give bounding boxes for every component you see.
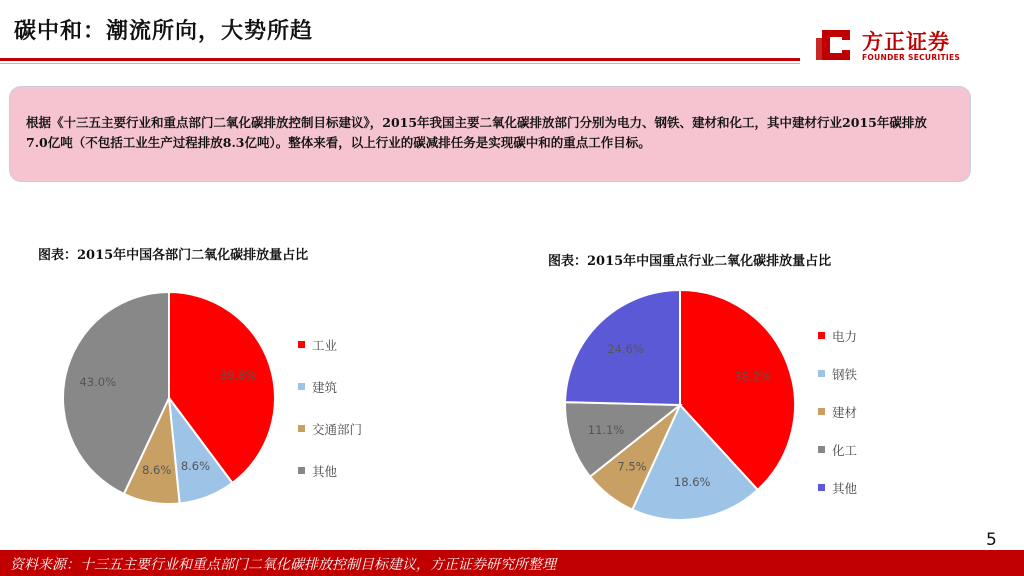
chart-1-legend-swatch-3 [298, 467, 305, 474]
chart-2-legend-label-2: 建材 [832, 405, 858, 420]
chart-1-legend-label-1: 建筑 [312, 380, 338, 395]
chart-2-data-label-3: 11.1% [587, 422, 625, 437]
chart-2-legend-label-1: 钢铁 [832, 367, 858, 382]
chart-2-legend-swatch-4 [818, 484, 825, 491]
chart-1-legend-swatch-2 [298, 425, 305, 432]
footer-bar [0, 550, 1024, 576]
chart-1-legend-label-2: 交通部门 [312, 422, 363, 437]
chart-2-legend-swatch-2 [818, 408, 825, 415]
slide-title: 碳中和：潮流所向，大势所趋 [14, 19, 314, 44]
chart-1-title: 图表：2015年中国各部门二氧化碳排放量占比 [38, 248, 309, 263]
chart-1-data-label-1: 8.6% [180, 459, 211, 474]
chart-2-legend-swatch-0 [818, 332, 825, 339]
chart-2-legend-swatch-3 [818, 446, 825, 453]
chart-2-data-label-1: 18.6% [673, 475, 711, 490]
logo-name-cn: 方正证券 [862, 30, 950, 54]
chart-1-data-label-0: 39.8% [220, 368, 257, 383]
chart-2-legend-swatch-1 [818, 370, 825, 377]
chart-2-data-label-0: 38.2% [734, 369, 771, 384]
chart-1-data-label-3: 43.0% [79, 375, 117, 390]
chart-2-data-label-2: 7.5% [617, 459, 647, 474]
chart-2-data-label-4: 24.6% [607, 342, 644, 357]
chart-1-data-label-2: 8.6% [142, 462, 172, 477]
page-number: 5 [986, 530, 997, 550]
logo-name-en: FOUNDER SECURITIES [862, 53, 961, 62]
footer-source: 资料来源：十三五主要行业和重点部门二氧化碳排放控制目标建议，方正证券研究所整理 [10, 557, 556, 573]
chart-1-legend-swatch-0 [298, 341, 305, 348]
chart-2-title: 图表：2015年中国重点行业二氧化碳排放量占比 [548, 254, 832, 269]
chart-1-legend-label-0: 工业 [312, 338, 338, 353]
chart-2-legend-label-4: 其他 [832, 481, 858, 496]
chart-2-legend-label-0: 电力 [832, 329, 858, 344]
chart-1-legend-swatch-1 [298, 383, 305, 390]
summary-callout: 根据《十三五主要行业和重点部门二氧化碳排放控制目标建议》，2015年我国主要二氧化碳排放部门分别为电力、钢铁、建材和化工，其中建材行业2015年碳排放7.0亿吨（不包括工业生产过程排放8.3亿吨）。整体来看，以上行业的碳减排任务是实现碳中和的重点工作目标。 [9, 86, 971, 182]
chart-1-legend-label-3: 其他 [312, 464, 338, 479]
chart-2-legend-label-3: 化工 [832, 443, 858, 458]
